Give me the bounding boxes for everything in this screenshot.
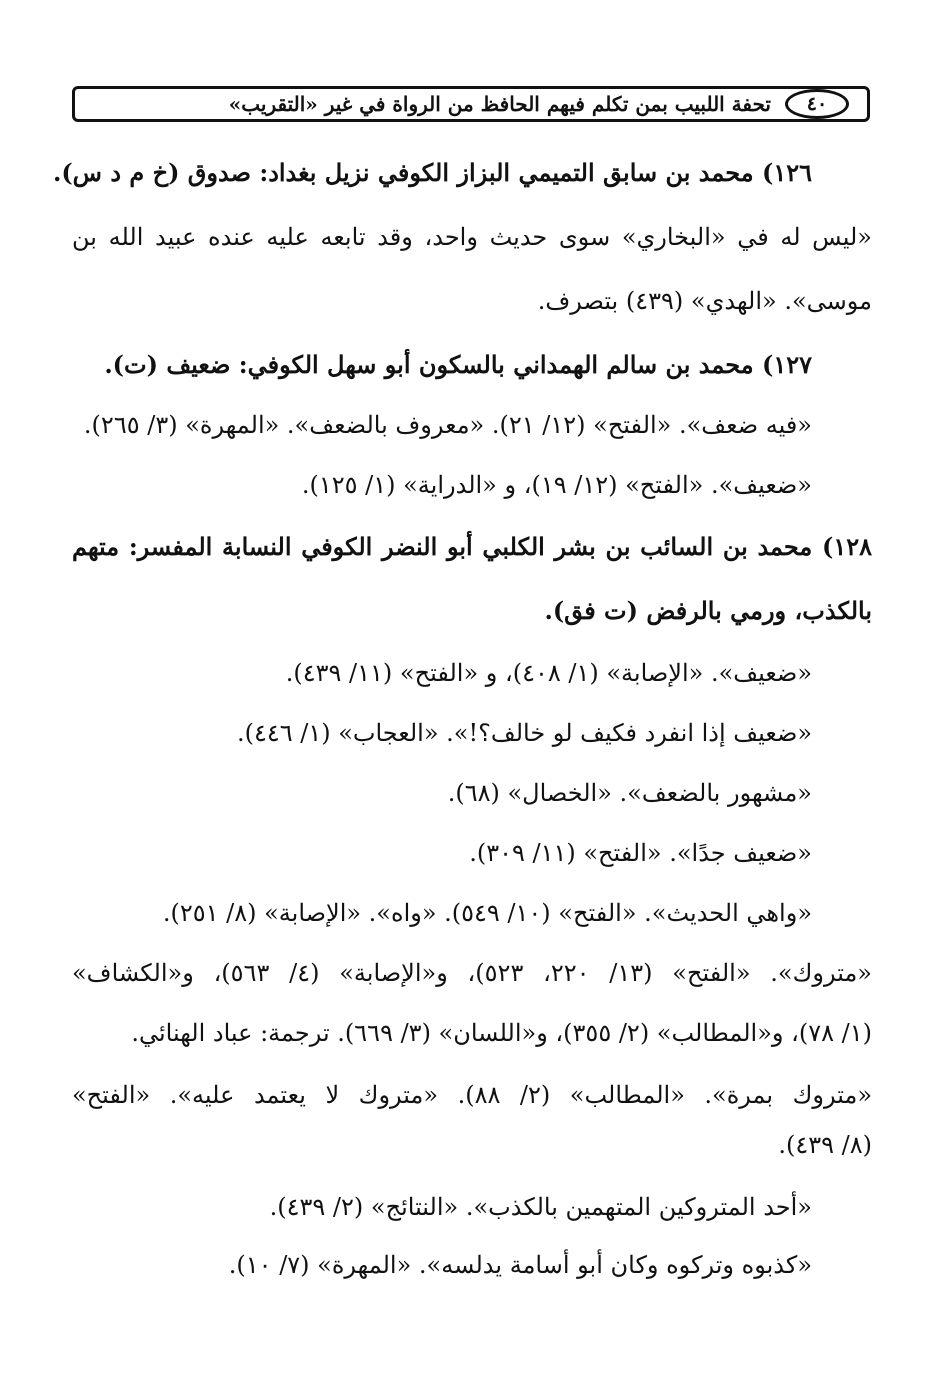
entry-128-quote-4: «ضعيف جدًا». «الفتح» (١١/ ٣٠٩). — [469, 839, 812, 867]
entry-128-quote-6-cont: (١/ ٧٨)، و«المطالب» (٢/ ٣٥٥)، و«اللسان» (٣/ ٦٦٩). ترجمة: عباد الهنائي. — [131, 1019, 872, 1047]
entry-128-quote-1: «ضعيف». «الإصابة» (١/ ٤٠٨)، و «الفتح» (١١/ ٤٣٩). — [285, 659, 812, 687]
entry-128-quote-2: «ضعيف إذا انفرد فكيف لو خالف؟!». «العجاب» (١/ ٤٤٦). — [236, 719, 812, 747]
entry-127-heading: ١٢٧) محمد بن سالم الهمداني بالسكون أبو سهل الكوفي: ضعيف (ت). — [104, 350, 812, 379]
entry-128-quote-7: «متروك بمرة». «المطالب» (٢/ ٨٨). «متروك لا يعتمد عليه». «الفتح» — [72, 1081, 873, 1109]
entry-128-quote-9: «كذبوه وتركوه وكان أبو أسامة يدلسه». «المهرة» (٧/ ١٠). — [228, 1251, 812, 1279]
page-number: ٤٠ — [785, 89, 849, 119]
entry-128-quote-8: «أحد المتروكين المتهمين بالكذب». «النتائج» (٢/ ٤٣٩). — [269, 1193, 812, 1221]
header-title: تحفة اللبيب بمن تكلم فيهم الحافظ من الرواة في غير «التقريب» — [228, 92, 771, 116]
entry-128-quote-6: «متروك». «الفتح» (١٣/ ٢٢٠، ٥٢٣)، و«الإصابة» (٤/ ٥٦٣)، و«الكشاف» — [72, 959, 872, 987]
entry-128-quote-7-cont: (٨/ ٤٣٩). — [778, 1131, 872, 1159]
running-header — [72, 86, 870, 122]
entry-126-heading: ١٢٦) محمد بن سابق التميمي البزاز الكوفي نزيل بغداد: صدوق (خ م د س). — [52, 158, 812, 187]
entry-128-heading: ١٢٨) محمد بن السائب بن بشر الكلبي أبو النضر الكوفي النسابة المفسر: متهم — [72, 532, 872, 561]
entry-127-quote-2: «ضعيف». «الفتح» (١٢/ ١٩)، و «الدراية» (١/ ١٢٥). — [301, 471, 812, 499]
entry-128-quote-3: «مشهور بالضعف». «الخصال» (٦٨). — [447, 779, 812, 807]
entry-126-quote: «ليس له في «البخاري» سوى حديث واحد، وقد تابعه عليه عنده عبيد الله بن — [72, 223, 872, 251]
entry-128-quote-5: «واهي الحديث». «الفتح» (١٠/ ٥٤٩). «واه». «الإصابة» (٨/ ٢٥١). — [162, 899, 812, 927]
entry-128-heading-cont: بالكذب، ورمي بالرفض (ت فق). — [544, 596, 872, 625]
entry-127-quote-1: «فيه ضعف». «الفتح» (١٢/ ٢١). «معروف بالضعف». «المهرة» (٣/ ٢٦٥). — [83, 411, 812, 439]
entry-126-quote-cont: موسى». «الهدي» (٤٣٩) بتصرف. — [537, 287, 872, 315]
